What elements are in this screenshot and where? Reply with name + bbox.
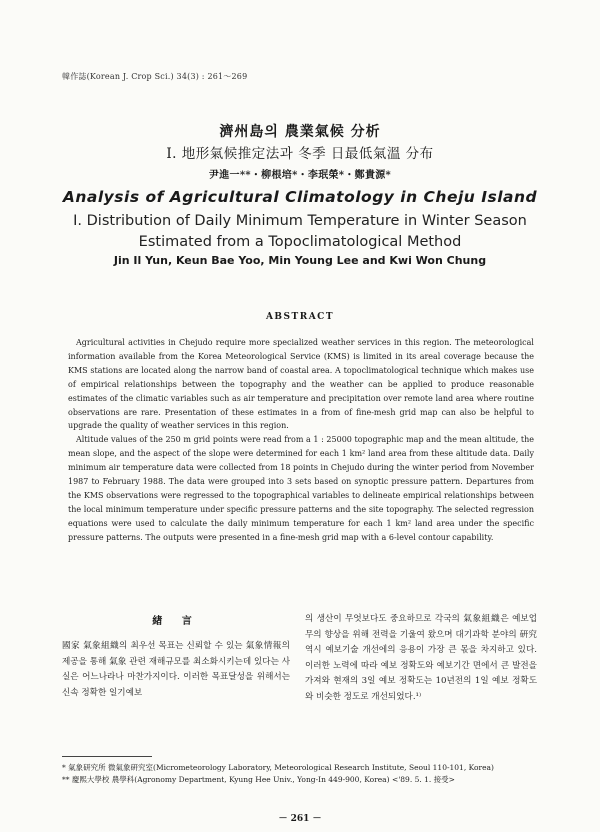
- abstract-body: [68, 336, 534, 545]
- left-column-text: [62, 639, 290, 701]
- authors-korean: 尹進一**・柳根培*・李珉榮*・鄭貴源*: [208, 170, 392, 181]
- title-english-subtitle-line2: Estimated from a Topoclimatological Method: [138, 234, 462, 250]
- title-korean-main: 濟州島의 農業氣候 分析: [219, 124, 381, 140]
- footnote-affiliation-1: * 氣象研究所 微氣象硏究室(Micrometeorology Laboratory, Meteorological Research Institute, Seoul 110-101, Korea): [62, 763, 494, 772]
- footnote-divider: [62, 756, 152, 757]
- footnote-affiliation-2: ** 慶熙大學校 農學科(Agronomy Department, Kyung Hee Univ., Yong-In 449-900, Korea) <'89. 5. 1. 接受>: [62, 775, 455, 784]
- intro-paragraph-left: 國家 氣象組織의 최우선 목표는 신뢰할 수 있는 氣象情報의 제공을 통해 氣象 관련 재해규모를 최소화시키는데 있다는 사실은 어느나라나 마찬가지이다. 이러한 목표달성을 위해서는 신속 정확한 일기예보: [62, 641, 290, 698]
- abstract-paragraph: Agricultural activities in Chejudo require more specialized weather services in this region. The meteorological information available from the Korea Meteorological Service (KMS) is limited in its areal coverage because the KMS stations are located along the narrow band of coastal area. A topoclimatological technique which makes use of empirical relationships between the topography and the weather can be applied to produce reasonable estimates of the climatic variables such as air temperature and precipitation over remote land area where routine observations are rare. Presentation of these estimates in a from of fine-mesh grid map can also be helpful to upgrade the quality of weather services in this region.: [68, 338, 534, 431]
- abstract-paragraph: Altitude values of the 250 m grid points were read from a 1 : 25000 topographic map and the mean altitude, the mean slope, and the aspect of the slope were determined for each 1 km² land area from these altitude data. Daily minimum air temperature data were collected from 18 points in Chejudo during the winter period from November 1987 to February 1988. The data were grouped into 3 sets based on synoptic pressure pattern. Departures from the KMS observations were regressed to the topographical variables to delineate empirical relationships between the local minimum temperature under specific pressure patterns and the site topography. The selected regression equations were used to calculate the daily minimum temperature for each 1 km² land area under the specific pressure patterns. The outputs were presented in a fine-mesh grid map with a 6-level contour capability.: [68, 435, 534, 542]
- page-number: － 261 －: [278, 814, 322, 824]
- right-column: [305, 612, 537, 706]
- section-heading-introduction: 緖 言: [152, 616, 200, 627]
- title-english-subtitle-line1: I. Distribution of Daily Minimum Temperature in Winter Season: [73, 213, 527, 229]
- abstract-heading: ABSTRACT: [265, 312, 335, 322]
- title-korean-subtitle: I. 地形氣候推定法과 冬季 日最低氣溫 分布: [166, 146, 434, 162]
- right-column-text: [305, 612, 537, 706]
- title-english-main: Analysis of Agricultural Climatology in Cheju Island: [62, 188, 538, 206]
- authors-english: Jin Il Yun, Keun Bae Yoo, Min Young Lee and Kwi Won Chung: [113, 254, 487, 267]
- left-column: [62, 616, 290, 701]
- running-head: 韓作誌(Korean J. Crop Sci.) 34(3) : 261～269: [62, 72, 248, 81]
- intro-paragraph-right: 의 생산이 무엇보다도 중요하므로 각국의 氣象組織은 예보업무의 향상을 위해 전력을 기울여 왔으며 대기과학 분야의 硏究 역시 예보기술 개선에의 응용이 가장 큰 몫을 차지하고 있다. 이러한 노력에 따라 예보 정확도와 예보기간 면에서 큰 발전을 가져와 현재의 3일 예보 정확도는 10년전의 1일 예보 정확도와 비슷한 정도로 개선되었다.¹⁾: [305, 614, 537, 702]
